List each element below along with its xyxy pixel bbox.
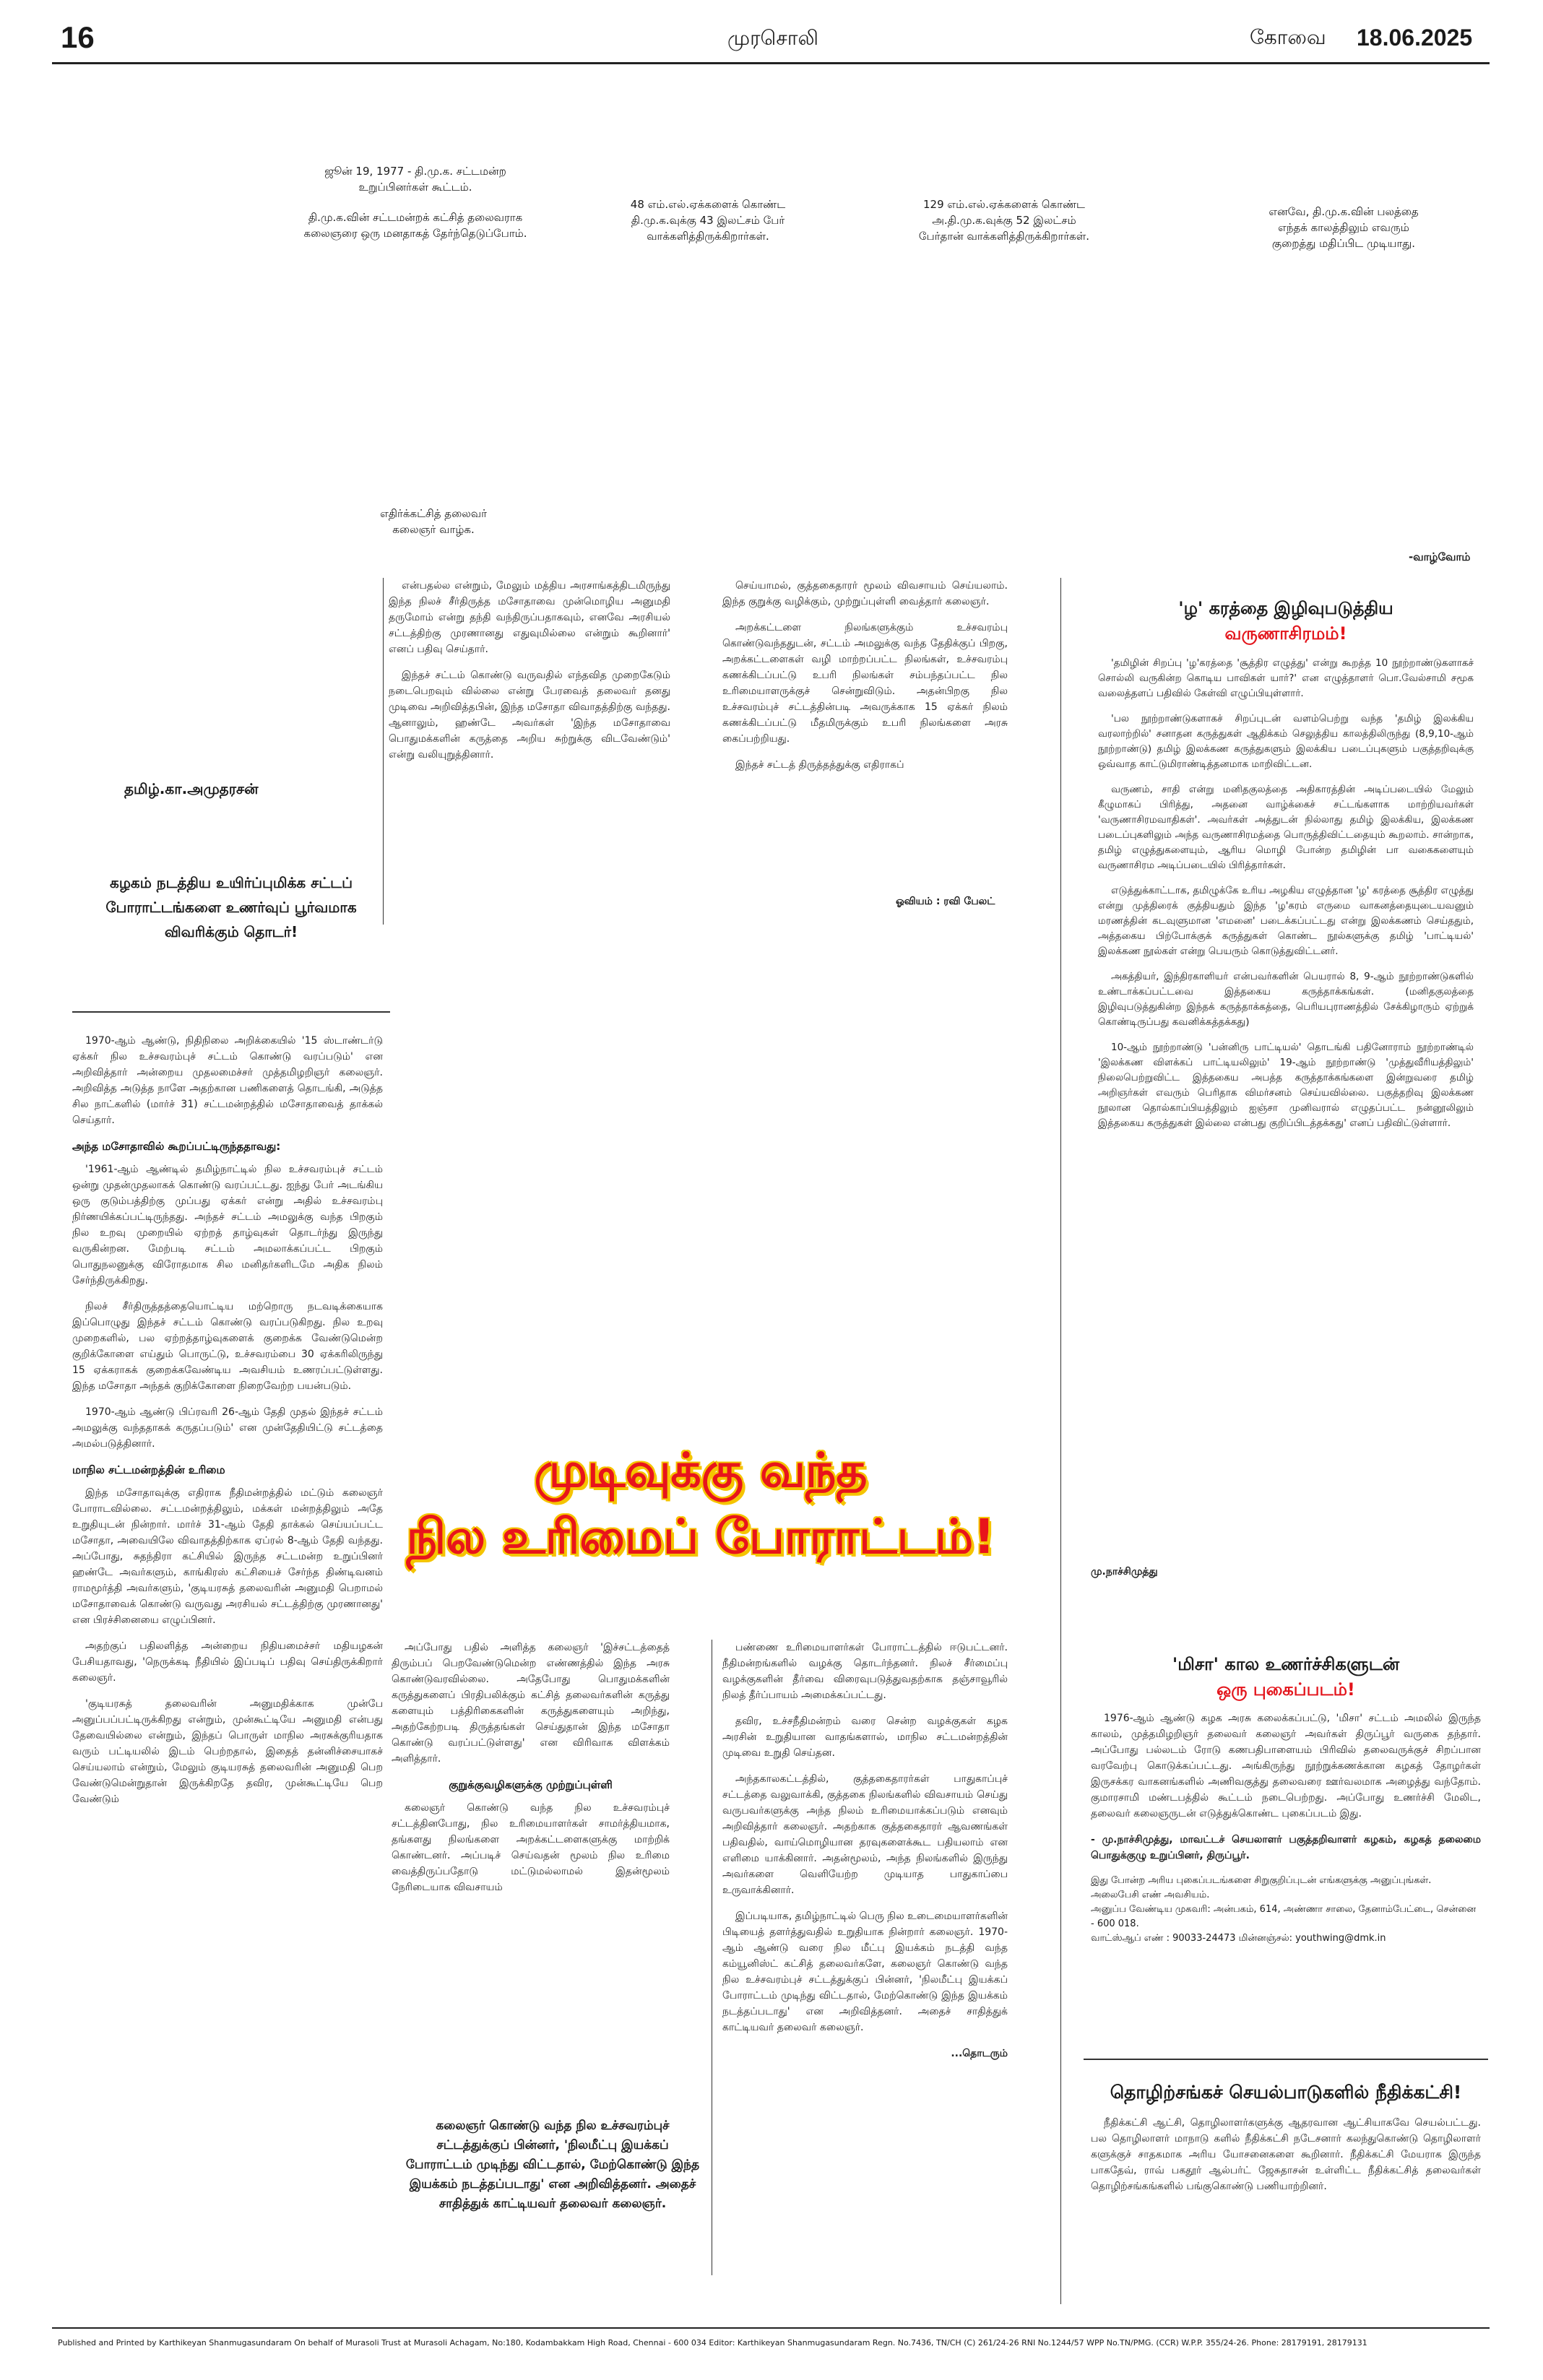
photo-caption: எனவே, தி.மு.க.வின் பலத்தை எந்தக் காலத்திலும் எவரும் குறைத்து மதிப்பிட முடியாது. [1268, 205, 1419, 250]
pull-quote: கலைஞர் கொண்டு வந்த நில உச்சவரம்புச் சட்டத்துக்குப் பின்னர், 'நிலமீட்பு இயக்கப் போராட்டம் முடிந்து விட்டதால், மேற்கொண்டு இந்த இயக்கம் நடத்தப்படாது' என அறிவித்தனர். அதைச் சாதித்துக் காட்டியவர் தலைவர் கலைஞர். [405, 2119, 700, 2211]
headline-line-1: முடிவுக்கு வந்த [534, 1442, 868, 1498]
footer-rule [52, 2327, 1490, 2329]
art-credit: ஓவியம் : ரவி பேலட் [896, 896, 995, 907]
sidebar-title: 'ழ' கரத்தை இழிவுபடுத்திய [1178, 598, 1393, 618]
header-rule [52, 62, 1490, 64]
sidebar-body: நீதிக்கட்சி ஆட்சி, தொழிலாளர்களுக்கு ஆதரவான ஆட்சியாகவே செயல்பட்டது. பல தொழிலாளர் மாநாடு களில் நீதிக்கட்சி நடேசனார் கலந்துகொண்டு தொழிலாளர் களுக்குச் சாதகமாக அரிய யோசனைகளை கூறினார். நீதிக்கட்சி மேயராக இருந்த பாகதேவ், ராவ் பகதூர் ஆல்பர்ட் ஜேசுதாசன் உள்ளிட்ட நீதிக்கட்சித் தலைவர்கள் தொழிற்சங்கங்களில் பங்குகொண்டு பணியாற்றினர். [1091, 2117, 1481, 2192]
photo-caption: -வாழ்வோம் [1409, 550, 1471, 563]
headline-line-2: நில உரிமைப் போராட்டம்! [406, 1509, 995, 1565]
page-number: 16 [61, 20, 95, 54]
sidebar-divider [1060, 578, 1061, 2304]
edition-city: கோவை [1250, 26, 1326, 48]
divider [72, 1011, 390, 1013]
continued-label: ...தொடரும் [951, 2048, 1008, 2059]
sidebar-body: 1976-ஆம் ஆண்டு கழக அரசு கலைக்கப்பட்டு, 'மிசா' சட்டம் அமலில் இருந்த காலம், முத்தமிழறிஞர் தலைவர் கலைஞர் அவர்கள் திருப்பூர் வருகை தந்தார். அப்போது பல்லடம் ரோடு கணபதிபாளையம் பிரிவில் தலைவருக்குச் சிறப்பான வரவேற்பு கொடுக்கப்பட்டது. அங்கிருந்து நூற்றுக்கணக்கான கழகத் தோழர்கள் இருசக்கர வாகனங்களில் அணிவகுத்து தலைவரை ஊர்வலமாக அழைத்து வந்தோம். குமாரசாமி மண்டபத்தில் கூட்டம் நடைபெற்றது. அப்போது உணர்ச்சி மேலிட, தலைவர் கலைஞருடன் எடுத்துக்கொண்ட புகைப்படம் இது. - மு.நாச்சிமுத்து, மாவட்டச் செயலாளர் பகுத்தறிவாளர் கழகம், கழகத் தலைமை பொதுக்குழு உறுப்பினர், திருப்பூர். [1091, 1713, 1481, 1861]
photo-caption: 48 எம்.எல்.ஏக்களைக் கொண்ட தி.மு.க.வுக்கு 43 இலட்சம் பேர் வாக்களித்திருக்கிறார்கள். [630, 198, 786, 243]
divider [1084, 2059, 1488, 2060]
sidebar-story [1098, 598, 1474, 1141]
sidebar-subtitle: வருணாசிரமம்! [1224, 623, 1347, 644]
article-column: அப்போது பதில் அளித்த கலைஞர் 'இச்சட்டத்தைத் திரும்பப் பெறவேண்டுமென்ற எண்ணத்தில் இந்த அரசு கொண்டுவரவில்லை. அதேபோது பொதுமக்களின் கருத்துகளைப் பிரதிபலிக்கும் கட்சித் தலைவர்களின் கருத்து களையும் பத்திரிகைகளின் கருத்துகளையும் அறிந்து, அதற்கேற்றபடி திருத்தங்கள் செய்துதான் இந்த மசோதா கொண்டு வரப்பட்டுள்ளது' என விரிவாக விளக்கம் அளித்தார். குறுக்குவழிகளுக்கு முற்றுப்புள்ளி கலைஞர் கொண்டு வந்த நில உச்சவரம்புச் சட்டத்தினபோது, நில உரிமையாளர்கள் சாமர்த்தியமாக, தங்களது நிலங்களை அறக்கட்டளைகளுக்கு மாற்றிக் கொண்டனர். அப்படிச் செய்வதன் மூலம் நில உரிமை வைத்திருப்பதோடு மட்டுமல்லாமல் இதன்மூலம் நேரிடையாக விவசாயம் [392, 1642, 670, 1893]
masthead: முரசொலி [727, 26, 818, 50]
contact-info: இது போன்ற அரிய புகைப்படங்களை சிறுகுறிப்புடன் எங்களுக்கு அனுப்புங்கள். அலைபேசி எண் அவசியம். அனுப்ப வேண்டிய முகவரி: அன்பகம், 614, அண்ணா சாலை, தேனாம்பேட்டை, சென்னை - 600 018. வாட்ஸ்ஆப் எண் : 90033-24473 மின்னஞ்சல்: youthwing@dmk.in [1091, 1875, 1477, 1944]
column-divider [383, 578, 384, 925]
article-column: என்பதல்ல என்றும், மேலும் மத்திய அரசாங்கத்திடமிருந்து இந்த நிலச் சீர்திருத்த மசோதாவை முன்மொழிய அனுமதி தருமோம் என்று தந்தி வந்திருப்பதாகவும், எனவே அரசியல் சட்டத்திற்கு முரணானது எதுவுமில்லை என்றும் கூறினார்' எனப் பதிவு செய்தார். இந்தச் சட்டம் கொண்டு வருவதில் எந்தவித முறைகேடும் நடைபெறவும் வில்லை என்று பேரவைத் தலைவர் தனது முடிவை அறிவித்தபின், இந்த மசோதா விவாதத்திற்கு வந்தது. ஆனாலும், ஹண்டே அவர்கள் 'இந்த மசோதாவை பொதுமக்களின் கருத்தை அறிய சுற்றுக்கு விடவேண்டும்' என்று வலியுறுத்தினார். [389, 580, 670, 761]
sidebar-author: மு.நாச்சிமுத்து [1091, 1566, 1158, 1578]
imprint-line: Published and Printed by Karthikeyan Shanmugasundaram On behalf of Murasoli Trust at Murasoli Achagam, No:180, Kodambakkam High Road, Chennai - 600 034 Editor: Karthikeyan Shanmugasundaram Regn. No.7436, TN/CH (C) 261/24-26 RNI No.1244/57 WPP No.TN/PMG. (CCR) W.P.P. 355/24-26. Phone: 28179191, 28179131 [58, 2338, 1367, 2347]
article-column: செய்யாமல், குத்தகைதாரர் மூலம் விவசாயம் செய்யலாம். இந்த குறுக்கு வழிக்கும், முற்றுப்புள்ளி வைத்தார் கலைஞர். அறக்கட்டளை நிலங்களுக்கும் உச்சவரம்பு கொண்டுவந்ததுடன், சட்டம் அமலுக்கு வந்த தேதிக்குப் பிறகு, அறக்கட்டளைகள் வழி மாற்றப்பட்ட நிலங்கள், உச்சவரம்பு கணக்கிடப்பட்டு உபரி நிலங்கள் சம்பந்தப்பட்ட நில உரிமையாளருக்குச் சென்றுவிடும். அதன்பிறகு நில உச்சவரம்புச் சட்டத்தின்படி அவருக்காக 15 ஏக்கர் நிலம் கணக்கிடப்பட்டு மீதமிருக்கும் உபரி நிலங்களை அரசு கைப்பற்றியது. இந்தச் சட்டத் திருத்தத்துக்கு எதிராகப் [722, 580, 1008, 771]
headline [390, 1437, 1011, 1570]
photo-caption: எதிர்க்கட்சித் தலைவர் கலைஞர் வாழ்க. [380, 507, 487, 536]
sidebar-story [1091, 1654, 1481, 1946]
sidebar-subtitle: ஒரு புகைப்படம்! [1216, 1679, 1355, 1700]
photo-caption: 129 எம்.எல்.ஏக்களைக் கொண்ட அ.தி.மு.க.வுக்கு 52 இலட்சம் பேர்தான் வாக்களித்திருக்கிறார்கள். [918, 198, 1090, 243]
sidebar-body: 'தமிழின் சிறப்பு 'ழ'கரத்தை 'சூத்திர எழுத்து' என்று கூறத்த 10 நூற்றாண்டுகளாகச் சொல்லி வருகின்ற கொடிய பாவிகள் யார்?' என எழுத்தாளர் பொ.வேல்சாமி சமூக வலைத்தளப் பதிவில் கேள்வி எழுப்பியுள்ளார். 'பல நூற்றாண்டுகளாகச் சிறப்புடன் வளம்பெற்று வந்த 'தமிழ் இலக்கிய வரலாற்றில்' சனாதன கருத்துகள் ஆதிக்கம் செலுத்திய காலத்திலிருந்து (8,9,10-ஆம் நூற்றாண்டு) தமிழ் இலக்கண கருத்துகளும் இலக்கிய படைப்புகளும் பகுத்தறிவுக்கு ஒவ்வாத காட்டுமிராண்டித்தனமாக மாறிவிட்டன. வருணம், சாதி என்று மனிதகுலத்தை அதிகாரத்தின் அடிப்படையில் மேலும் கீழுமாகப் பிரித்து, அதனை வாழ்க்கைச் சட்டங்களாக மாற்றியவர்கள் 'வருணாசிரமவாதிகள்'. அவர்கள் அத்துடன் நில்லாது தமிழ் இலக்கிய, இலக்கண படைப்புகளிலும் அந்த வருணாசிரமத்தை பொருத்திவிட்டதையும் கூறலாம். சான்றாக, தமிழ் எழுத்துகளையும், ஆரிய மொழி போன்ற தமிழின் பா வகைகளையும் வருணாசிரம அடிப்படையில் பிரித்தார்கள். எடுத்துக்காட்டாக, தமிழுக்கே உரிய அழகிய எழுத்தான 'ழ' கரத்தை சூத்திர எழுத்து என்று முத்திரைக் குத்தியதும் இந்த 'ழ'கரம் எருமை வாகனத்தையுடையவனும் மரணத்தின் கடவுளுமான 'எமனை' படைக்கப்பட்டது என்று இலக்கணம் செய்ததும், அத்தகைய பிற்போக்குக் கருத்துகள் கொண்ட நூல்களுக்கு தமிழ் 'பாட்டியல்' இலக்கண நூல்கள் என்று பெயரும் கொடுத்துவிட்டனர். அகத்தியர், இந்திரகாளியர் என்பவர்களின் பெயரால் 8, 9-ஆம் நூற்றாண்டுகளில் உண்டாக்கப்பட்டவை இத்தகைய கருத்தாக்கங்கள். (மனிதகுலத்தை இழிவுபடுத்துகின்ற இந்தக் கருத்தாக்கத்தை, பெரியபுராணத்தில் சேக்கிழாரும் ஏற்றுக் கொண்டிருப்பது கவனிக்கத்தக்கது) 10-ஆம் நூற்றாண்டு 'பன்னிரு பாட்டியல்' தொடங்கி பதினோராம் நூற்றாண்டில் 'இலக்கண விளக்கப் பாட்டியலிலும்' 19-ஆம் நூற்றாண்டு 'முத்துவீரியத்திலும்' நிலைபெற்றுவிட்ட இத்தகைய அபத்த கருத்தாக்கங்களை இன்றுவரை தமிழ் அறிஞர்கள் எவரும் பெரிதாக விமர்சனம் செய்யவில்லை. பகுத்தறிவு இலக்கண நூலான தொல்காப்பியத்திலும் ஐஞ்சா முனிவரால் எழுதப்பட்ட நன்னூலிலும் இத்தகைய கருத்துகள் இல்லை என்பது குறிப்பிடத்தக்கது' எனப் பதிவிட்டுள்ளார். [1098, 657, 1474, 1129]
photo-caption: ஜூன் 19, 1977 - தி.மு.க. சட்டமன்ற உறுப்பினர்கள் கூட்டம். தி.மு.க.வின் சட்டமன்றக் கட்சித் தலைவராக கலைஞரை ஒரு மனதாகத் தேர்ந்தெடுப்போம். [303, 165, 527, 240]
series-intro: கழகம் நடத்திய உயிர்ப்புமிக்க சட்டப் போராட்டங்களை உணர்வுப் பூர்வமாக விவரிக்கும் தொடர்! [105, 874, 357, 940]
sidebar-title: 'மிசா' கால உணர்ச்சிகளுடன் [1172, 1654, 1400, 1674]
sidebar-story [1091, 2080, 1481, 2204]
sidebar-title: தொழிற்சங்கச் செயல்பாடுகளில் நீதிக்கட்சி! [1110, 2082, 1462, 2103]
issue-date: 18.06.2025 [1357, 25, 1473, 51]
byline: தமிழ்.கா.அமுதரசன் [124, 780, 259, 797]
article-column: 1970-ஆம் ஆண்டு, நிதிநிலை அறிக்கையில் '15 ஸ்டாண்டர்டு ஏக்கர் நில உச்சவரம்புச் சட்டம் கொண்டு வரப்படும்' என அறிவித்தார் அன்றைய முதலமைச்சர் முத்தமிழறிஞர் கலைஞர். அறிவித்த அடுத்த நாளே அதற்கான பணிகளைத் தொடங்கி, அடுத்த சில நாட்களில் (மார்ச் 31) சட்டமன்றத்தில் மசோதாவைத் தாக்கல் செய்தார். அந்த மசோதாவில் கூறப்பட்டிருந்ததாவது: '1961-ஆம் ஆண்டில் தமிழ்நாட்டில் நில உச்சவரம்புச் சட்டம் ஒன்று முதன்முதலாகக் கொண்டு வரப்பட்டது. ஐந்து பேர் அடங்கிய ஒரு குடும்பத்திற்கு முப்பது ஏக்கர் என்று அதில் உச்சவரம்பு நிர்ணயிக்கப்பட்டிருந்தது. அந்தச் சட்டம் அமலுக்கு வந்த பிறகும் நில உறவு முறையில் ஏற்றத் தாழ்வுகள் தொடர்ந்து இருந்து வருகின்றன. மேற்படி சட்டம் அமலாக்கப்பட்ட பிறகும் பொதுநலனுக்கு விரோதமாக சில மனிதர்களிடமே அதிக நிலம் சேர்ந்திருக்கிறது. நிலச் சீர்திருத்தத்தையொட்டிய மற்றொரு நடவடிக்கையாக இப்பொழுது இந்தச் சட்டம் கொண்டு வரப்படுகிறது. நில உறவு முறைகளில், பல ஏற்றத்தாழ்வுகளைக் குறைக்க வேண்டுமென்ற குறிக்கோளை எய்தும் பொருட்டு, உச்சவரம்பை 30 ஏக்கரிலிருந்து 15 ஏக்கராகக் குறைக்கவேண்டிய அவசியம் உணரப்பட்டுள்ளது. இந்த மசோதா அந்தக் குறிக்கோளை நிறைவேற்ற பயன்படும். 1970-ஆம் ஆண்டு பிப்ரவரி 26-ஆம் தேதி முதல் இந்தச் சட்டம் அமலுக்கு வந்ததாகக் கருதப்படும்' என முன்தேதியிட்டு சட்டத்தை அமல்படுத்தினார். மாநில சட்டமன்றத்தின் உரிமை இந்த மசோதாவுக்கு எதிராக நீதிமன்றத்தில் மட்டும் கலைஞர் போராடவில்லை. சட்டமன்றத்திலும், மக்கள் மன்றத்திலும் அதே உறுதியுடன் நின்றார். மார்ச் 31-ஆம் தேதி தாக்கல் செய்யப்பட்ட மசோதா, அவையிலே விவாதத்திற்காக ஏப்ரல் 8-ஆம் தேதி வந்தது. அப்போது, சுதந்திரா கட்சியில் இருந்த சட்டமன்ற உறுப்பினர் ஹண்டே அவர்களும், காங்கிரஸ் கட்சியைச் சேர்ந்த திண்டிவனம் ராமமூர்த்தி அவர்களும், 'குடியரசுத் தலைவரின் அனுமதி பெறாமல் மசோதாவைக் கொண்டு வருவது அரசியல் சட்டத்திற்கு முரணானது' என பிரச்சினையை எழுப்பினர். அதற்குப் பதிலளித்த அன்றைய நிதியமைச்சர் மதியழகன் பேசியதாவது, 'நெருக்கடி நீதியில் இப்படிப் பதிவு செய்திருக்கிறார் கலைஞர். 'குடியரசுத் தலைவரின் அனுமதிக்காக முன்பே அனுப்பப்பட்டிருக்கிறது என்றும், முன்கூட்டியே அனுமதி என்பது தேவையில்லை என்றும், இந்தப் பொருள் மாநில அரசுக்குரியதாக வரும் பட்டியலில் இடம் பெற்றதால், இதைத் தன்னிச்சையாகச் செய்யலாம் என்றும், மேலும் குடியரசுத் தலைவரின் அனுமதி பெற வேண்டுமென்றுதான் இருக்கிறதே தவிர, முன்கூட்டியே பெற வேண்டும் [72, 1035, 383, 1805]
article-column: பண்ணை உரிமையாளர்கள் போராட்டத்தில் ஈடுபட்டனர். நீதிமன்றங்களில் வழக்கு தொடர்ந்தனர். நிலச் சீர்மைப்பு வழக்குகளின் தீர்வை விரைவுபடுத்துவதற்காக தஞ்சாவூரில் நிலத் தீர்ப்பாயம் அமைக்கப்பட்டது. தவிர, உச்சநீதிமன்றம் வரை சென்ற வழக்குகள் கழக அரசின் உறுதியான வாதங்களால், மாநில சட்டமன்றத்தின் முடிவை உறுதி செய்தன. அந்தகாலகட்டத்தில், குத்தகைதாரர்கள் பாதுகாப்புச் சட்டத்தை வலுவாக்கி, குத்தகை நிலங்களில் விவசாயம் செய்து வருபவர்களுக்கு அந்த நிலம் உரிமையாக்கப்படும் எனவும் அறிவித்தார் கலைஞர். அதற்காக குத்தகைதாரர் ஆவணங்கள் பதிவதில், வாய்மொழியான தரவுகளைக்கூட பதியலாம் என எளிமை யாக்கினார். அதன்மூலம், அந்த நிலங்களில் இருந்து அவர்களை வெளியேற்ற முடியாத பாதுகாப்பை உருவாக்கினார். இப்படியாக, தமிழ்நாட்டில் பெரு நில உடைமையாளர்களின் பிடியைத் தளர்த்துவதில் உறுதியாக நின்றார் கலைஞர். 1970-ஆம் ஆண்டு வரை நில மீட்பு இயக்கம் நடத்தி வந்த கம்யூனிஸ்ட் கட்சித் தலைவர்களே, கலைஞர் கொண்டு வந்த நில உச்சவரம்புச் சட்டத்துக்குப் பின்னர், 'நிலமீட்பு இயக்கப் போராட்டம் முடிந்து விட்டதால், மேற்கொண்டு இந்த இயக்கம் நடத்தப்படாது' என அறிவித்தனர். அதைச் சாதித்துக் காட்டியவர் தலைவர் கலைஞர். ...தொடரும் [722, 1640, 1008, 2061]
